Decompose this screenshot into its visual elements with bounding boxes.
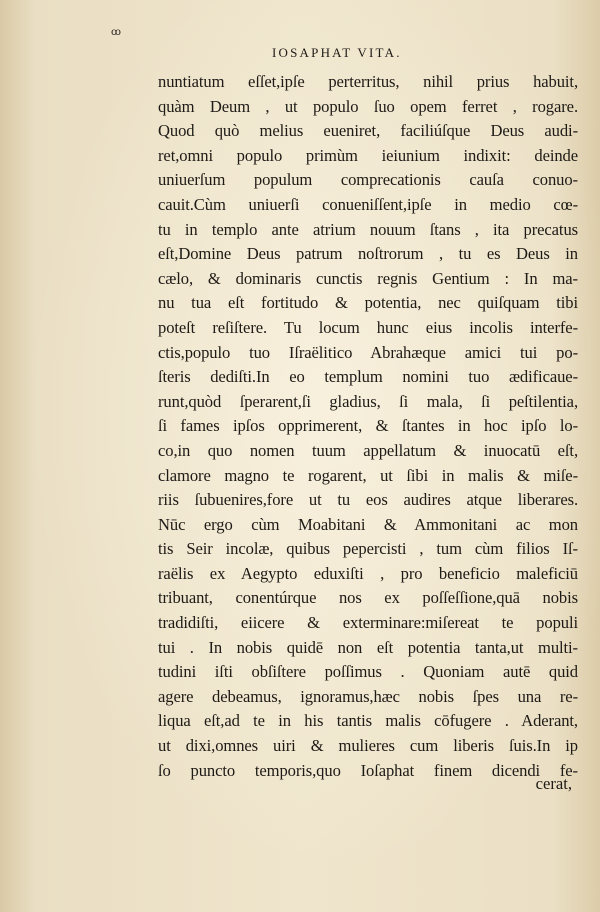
text-line: nu tua eſt fortitudo & potentia, nec quiſquam tibi — [158, 293, 578, 313]
text-line: tudini iſti obſiſtere poſſimus . Quoniam autē quid — [158, 662, 578, 682]
text-line: agere debeamus, ignoramus,hæc nobis ſpes una re- — [158, 686, 578, 706]
text-line: riis ſubuenires,fore ut tu eos audires atque liberares. — [158, 490, 578, 510]
text-line: clamore magno te rogarent, ut ſibi in malis & miſe- — [158, 465, 578, 485]
text-line: raëlis ex Aegypto eduxiſti , pro beneficio maleficiū — [158, 563, 578, 583]
text-line: poteſt reſiſtere. Tu locum hunc eius incolis interfe- — [158, 317, 578, 337]
text-line: tui . In nobis quidē non eſt potentia tanta,ut multi- — [158, 637, 578, 657]
text-line: tribuant, conentúrque nos ex poſſeſſione,quā nobis — [158, 588, 578, 608]
text-line: Quod quò melius eueniret, faciliúſque Deus audi- — [158, 121, 578, 141]
text-line: liqua eſt,ad te in his tantis malis cōfugere . Aderant, — [158, 711, 578, 731]
text-line: quàm Deum , ut populo ſuo opem ferret , rogare. — [158, 96, 578, 116]
text-line: ſteris dediſti.In eo templum nomini tuo ædificaue- — [158, 367, 578, 387]
body-text — [158, 70, 578, 783]
text-line: ſi fames ipſos opprimerent, & ſtantes in hoc ipſo lo- — [158, 416, 578, 436]
gutter-mark: ꝏ — [111, 27, 121, 38]
text-line: ret,omni populo primùm ieiunium indixit: deinde — [158, 145, 578, 165]
text-line: eſt,Domine Deus patrum noſtrorum , tu es Deus in — [158, 244, 578, 264]
text-line: co,in quo nomen tuum appellatum & inuocatū eſt, — [158, 440, 578, 460]
text-line: nuntiatum eſſet,ipſe perterritus, nihil prius habuit, — [158, 72, 578, 91]
text-line: tradidiſti, eiicere & exterminare:miſereat te populi — [158, 613, 578, 633]
text-line: cælo, & dominaris cunctis regnis Gentium : In ma- — [158, 268, 578, 288]
running-head: IOSAPHAT VITA. — [272, 45, 402, 60]
text-line: cauit.Cùm uniuerſi conueniſſent,ipſe in medio cœ- — [158, 194, 578, 214]
text-line: runt,quòd ſperarent,ſi gladius, ſi mala, ſi peſtilentia, — [158, 391, 578, 411]
text-line: ctis,populo tuo Iſraëlitico Abrahæque amici tui po- — [158, 342, 578, 362]
catchword: cerat, — [535, 774, 572, 793]
text-line: uniuerſum populum comprecationis cauſa conuo- — [158, 170, 578, 190]
text-line: Nūc ergo cùm Moabitani & Ammonitani ac mon — [158, 514, 578, 534]
text-line: ſo puncto temporis,quo Ioſaphat finem dicendi fe- — [158, 760, 578, 780]
text-line: ut dixi,omnes uiri & mulieres cum liberis ſuis.In ip — [158, 736, 578, 756]
text-line: tis Seir incolæ, quibus pepercisti , tum cùm filios Iſ- — [158, 539, 578, 559]
text-line: tu in templo ante atrium nouum ſtans , ita precatus — [158, 219, 578, 239]
